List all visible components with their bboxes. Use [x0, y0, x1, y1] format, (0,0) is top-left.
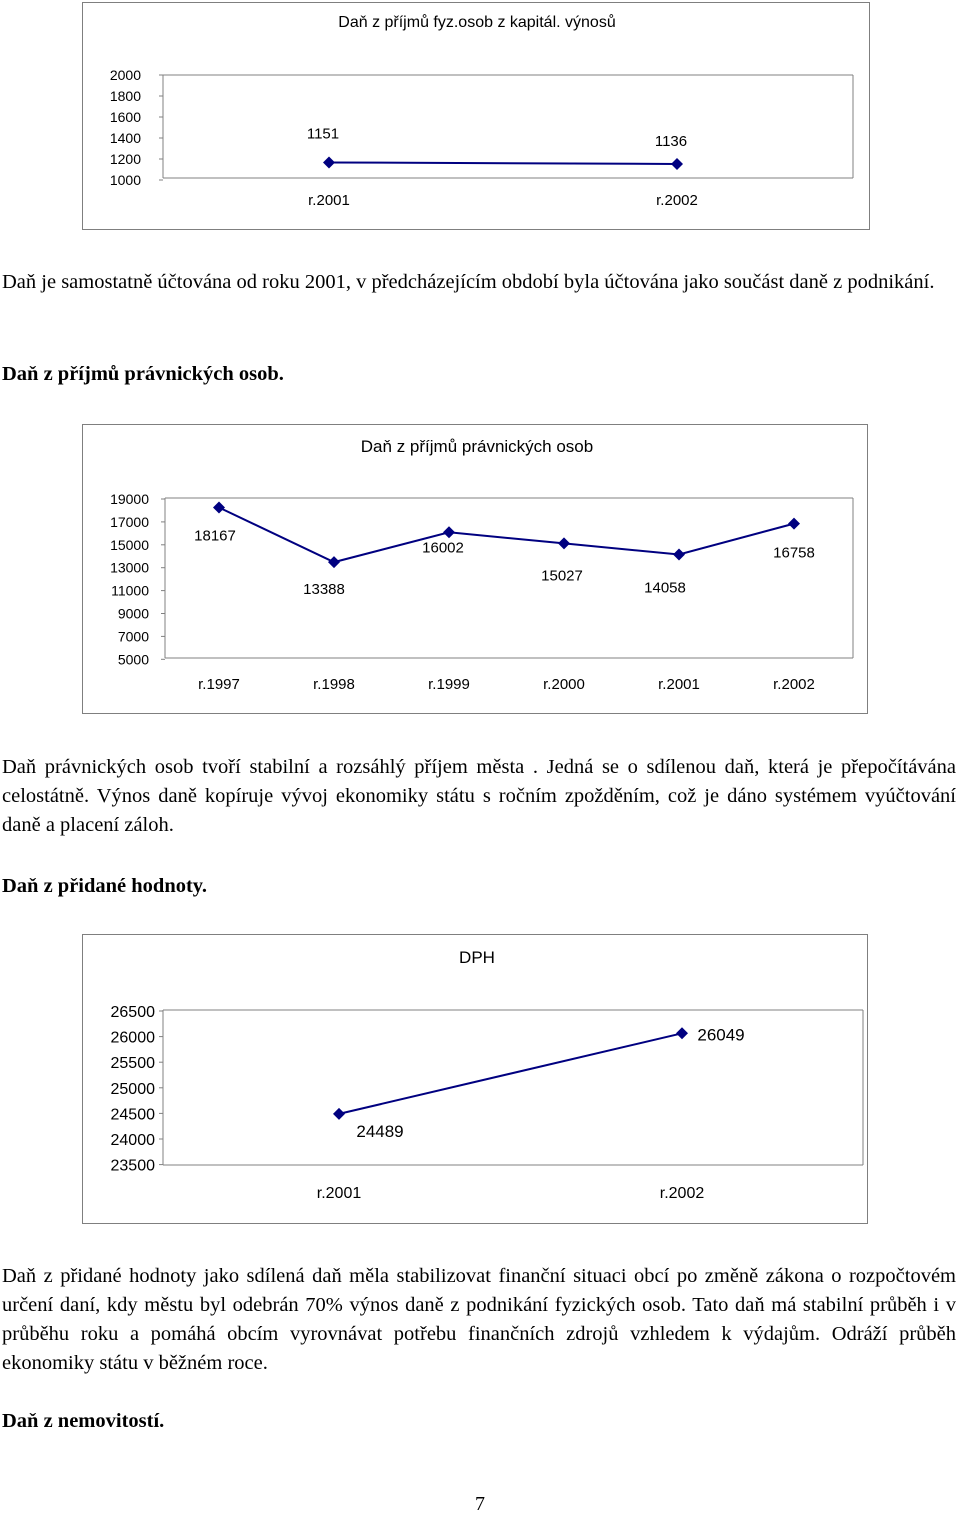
y-tick-label: 24000 — [110, 1132, 155, 1149]
y-tick-label: 11000 — [111, 582, 149, 599]
paragraph-corporate-tax-note: Daň právnických osob tvoří stabilní a rozsáhlý příjem města . Jedná se o sdílenou daň, která je přepočítávána celostátně. Výnos daně kopíruje vývoj ekonomiky státu s ročním zpožděním, což je dáno systémem vyúčtování daně a placení záloh. — [2, 756, 956, 836]
page-number: 7 — [475, 1493, 485, 1515]
chart-title: Daň z příjmů fyz.osob z kapitál. výnosů — [338, 14, 616, 31]
y-tick-label: 5000 — [117, 651, 149, 668]
y-tick-label: 7000 — [117, 628, 149, 645]
x-tick-label: r.1998 — [313, 676, 355, 693]
y-tick-label: 23500 — [110, 1157, 155, 1175]
x-tick-label: r.2002 — [773, 676, 815, 693]
chart-capital-income-tax — [82, 2, 870, 230]
data-point-marker — [333, 1108, 345, 1120]
data-label: 18167 — [194, 527, 236, 545]
heading-property-tax: Daň z nemovitostí. — [2, 1410, 165, 1432]
y-tick-label: 1200 — [109, 151, 141, 167]
x-tick-label: r.2002 — [656, 192, 698, 209]
x-tick-label: r.2001 — [308, 192, 350, 209]
data-point-marker — [673, 548, 685, 560]
paragraph-capital-tax-note: Daň je samostatně účtována od roku 2001, v předcházejícím období byla účtována jako součást daně z podnikání. — [2, 271, 935, 293]
data-point-marker — [676, 1027, 688, 1039]
data-label: 16002 — [422, 539, 464, 557]
y-tick-label: 9000 — [117, 605, 149, 622]
x-tick-label: r.1999 — [428, 676, 470, 693]
chart-svg — [83, 3, 871, 231]
y-tick-label: 13000 — [110, 559, 149, 576]
y-tick-label: 19000 — [110, 491, 149, 507]
data-point-marker — [788, 518, 800, 530]
data-label: 13388 — [303, 581, 345, 599]
x-tick-label: r.1997 — [198, 676, 240, 693]
paragraph-vat-note: Daň z přidané hodnoty jako sdílená daň měla stabilizovat finanční situaci obcí po změně zákona o rozpočtovém určení daní, kdy městu byl odebrán 70% výnos daně z podnikání fyzických osob. Tato daň má stabilní průběh i v průběhu roku a pomáhá obcím vyrovnávat potřebu finančních zdrojů vzhledem k výdajům. Odráží průběh ekonomiky státu v běžném roce. — [2, 1265, 956, 1374]
y-tick-label: 25500 — [110, 1055, 155, 1073]
y-tick-label: 17000 — [110, 513, 149, 530]
data-point-marker — [323, 156, 335, 168]
data-label: 1151 — [306, 125, 340, 143]
x-tick-label: r.2001 — [658, 676, 700, 693]
x-tick-label: r.2002 — [659, 1185, 705, 1202]
y-tick-label: 1600 — [109, 109, 141, 125]
y-tick-label: 1400 — [109, 130, 141, 146]
chart-svg — [83, 935, 869, 1225]
heading-vat: Daň z přidané hodnoty. — [2, 875, 208, 897]
chart-title: Daň z příjmů právnických osob — [360, 437, 594, 456]
y-tick-label: 15000 — [110, 536, 149, 553]
series-line — [339, 1033, 682, 1114]
chart-svg — [83, 425, 869, 715]
y-tick-label: 2000 — [109, 67, 141, 83]
data-point-marker — [671, 158, 683, 170]
data-label: 16758 — [773, 544, 815, 562]
y-tick-label: 24500 — [110, 1106, 155, 1124]
series-line — [219, 508, 794, 563]
data-label: 24489 — [356, 1121, 404, 1141]
data-point-marker — [443, 526, 455, 538]
data-label: 15027 — [541, 567, 583, 585]
y-tick-label: 1000 — [109, 172, 141, 188]
data-point-marker — [558, 537, 570, 549]
series-line — [329, 162, 677, 164]
y-tick-label: 26000 — [110, 1029, 155, 1047]
heading-corporate-income-tax: Daň z příjmů právnických osob. — [2, 363, 284, 385]
y-tick-label: 25000 — [110, 1080, 155, 1098]
chart-corporate-income-tax — [82, 424, 868, 714]
x-tick-label: r.2001 — [316, 1185, 362, 1202]
chart-vat — [82, 934, 868, 1224]
y-tick-label: 26500 — [110, 1004, 155, 1021]
data-label: 26049 — [697, 1025, 745, 1045]
data-label: 1136 — [654, 132, 688, 150]
chart-title: DPH — [459, 948, 495, 967]
data-point-marker — [328, 556, 340, 568]
y-tick-label: 1800 — [109, 88, 141, 104]
x-tick-label: r.2000 — [543, 676, 585, 693]
data-point-marker — [213, 502, 225, 514]
data-label: 14058 — [644, 579, 686, 597]
